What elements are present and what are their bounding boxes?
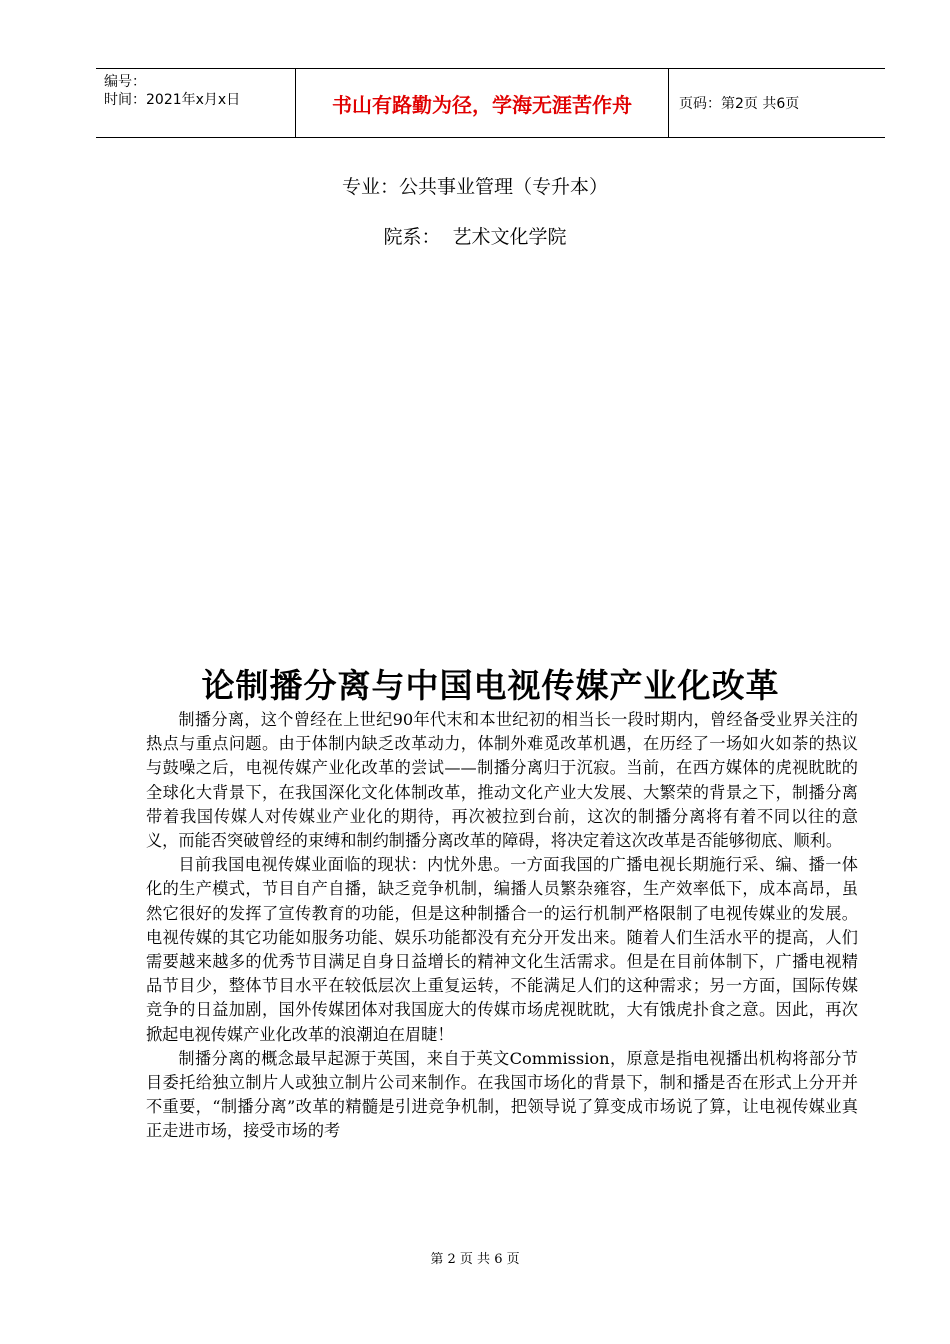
header-meta bbox=[96, 69, 296, 137]
header-motto: 书山有路勤为径，学海无涯苦作舟 bbox=[296, 69, 669, 137]
header-page-info: 页码：第2页 共6页 bbox=[679, 96, 800, 112]
body-text bbox=[146, 708, 858, 1144]
department-line: 院系： 艺术文化学院 bbox=[383, 226, 567, 248]
page-footer: 第 2 页 共 6 页 bbox=[430, 1252, 520, 1267]
paragraph: 制播分离的概念最早起源于英国，来自于英文Commission，原意是指电视播出机构将部分节目委托给独立制片人或独立制片公司来制作。在我国市场化的背景下，制和播是否在形式上分开并不重要，“制播分离”改革的精髓是引进竞争机制，把领导说了算变成市场说了算，让电视传媒业真正走进市场，接受市场的考 bbox=[146, 1048, 858, 1141]
document-number-label: 编号： bbox=[104, 74, 146, 90]
document-time: 时间：2021年x月x日 bbox=[104, 92, 241, 108]
page-header bbox=[96, 68, 885, 138]
paragraph: 目前我国电视传媒业面临的现状：内忧外患。一方面我国的广播电视长期施行采、编、播一体化的生产模式，节目自产自播，缺乏竞争机制，编播人员繁杂雍容，生产效率低下，成本高昂，虽然它很好的发挥了宣传教育的功能，但是这种制播合一的运行机制严格限制了电视传媒业的发展。电视传媒的其它功能如服务功能、娱乐功能都没有充分开发出来。随着人们生活水平的提高，人们需要越来越多的优秀节目满足自身日益增长的精神文化生活需求。但是在目前体制下，广播电视精品节目少，整体节目水平在较低层次上重复运转，不能满足人们的这种需求；另一方面，国际传媒竞争的日益加剧，国外传媒团体对我国庞大的传媒市场虎视眈眈，大有饿虎扑食之意。因此，再次掀起电视传媒产业化改革的浪潮迫在眉睫！ bbox=[146, 855, 858, 1044]
paragraph: 制播分离，这个曾经在上世纪90年代末和本世纪初的相当长一段时期内，曾经备受业界关注的热点与重点问题。由于体制内缺乏改革动力，体制外难觅改革机遇，在历经了一场如火如荼的热议与鼓噪之后，电视传媒产业化改革的尝试——制播分离归于沉寂。当前，在西方媒体的虎视眈眈的全球化大背景下，在我国深化文化体制改革，推动文化产业大发展、大繁荣的背景之下，制播分离带着我国传媒人对传媒业产业化的期待，再次被拉到台前，这次的制播分离将有着不同以往的意义，而能否突破曾经的束缚和制约制播分离改革的障碍，将决定着这次改革是否能够彻底、顺利。 bbox=[146, 710, 858, 851]
major-line: 专业：公共事业管理（专升本） bbox=[341, 176, 608, 198]
document-title: 论制播分离与中国电视传媒产业化改革 bbox=[201, 666, 780, 705]
